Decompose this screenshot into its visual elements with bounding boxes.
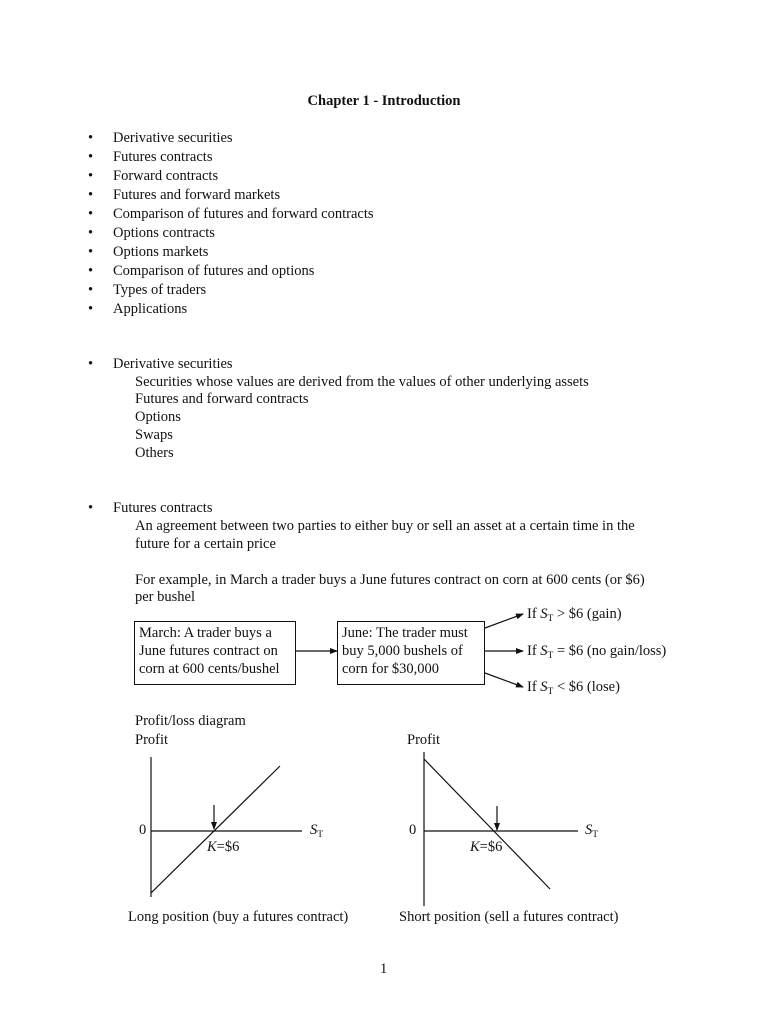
- diagram-heading: Profit/loss diagram: [135, 713, 246, 729]
- bullet: •: [88, 500, 94, 516]
- outcome-gain: If $S_T$ > $6 (gain): [527, 606, 622, 624]
- derivatives-line: Securities whose values are derived from the values of other underlying assets: [135, 374, 589, 390]
- bullet: •: [88, 206, 94, 222]
- section-heading-futures: Futures contracts: [113, 500, 213, 516]
- bullet: •: [88, 149, 94, 165]
- box-line: buy 5,000 bushels of: [342, 643, 463, 659]
- short-ylabel: Profit: [407, 732, 441, 748]
- bullet: •: [88, 187, 94, 203]
- box-line: June: The trader must: [342, 625, 468, 641]
- outline-item: Comparison of futures and forward contracts: [113, 206, 374, 222]
- box-line: June futures contract on: [139, 643, 278, 659]
- long-zero-label: 0: [139, 822, 147, 838]
- short-payoff-line: [424, 759, 550, 889]
- definition-line: An agreement between two parties to either buy or sell an asset at a certain time in the: [135, 518, 635, 534]
- flow-arrow-lose: [485, 673, 523, 687]
- outline-item: Derivative securities: [113, 130, 233, 146]
- outline-item: Futures and forward markets: [113, 187, 281, 203]
- outline-item: Options markets: [113, 244, 209, 260]
- outline-item: Futures contracts: [113, 149, 213, 165]
- outline-item: Options contracts: [113, 225, 215, 241]
- flow-arrow-gain: [485, 614, 523, 628]
- short-zero-label: 0: [409, 822, 417, 838]
- bullet: •: [88, 244, 94, 260]
- section-heading-derivatives: Derivative securities: [113, 356, 233, 372]
- box-line: corn at 600 cents/bushel: [139, 661, 280, 677]
- short-caption: Short position (sell a futures contract): [399, 909, 619, 925]
- long-payoff-line: [151, 766, 280, 893]
- example-line: per bushel: [135, 589, 195, 605]
- outcome-neutral: If $S_T$ = $6 (no gain/loss): [527, 643, 667, 661]
- outcome-lose: If $S_T$ < $6 (lose): [527, 679, 620, 697]
- outline-item: Types of traders: [113, 282, 207, 298]
- derivatives-line: Futures and forward contracts: [135, 391, 309, 407]
- derivatives-line: Swaps: [135, 427, 173, 443]
- outline-item: Forward contracts: [113, 168, 219, 184]
- long-ylabel: Profit: [135, 732, 169, 748]
- derivatives-line: Others: [135, 445, 174, 461]
- bullet: •: [88, 282, 94, 298]
- bullet: •: [88, 301, 94, 317]
- short-x-label: $S_T$: [585, 822, 599, 840]
- outline-item: Applications: [113, 301, 188, 317]
- bullet: •: [88, 225, 94, 241]
- bullet: •: [88, 263, 94, 279]
- definition-line: future for a certain price: [135, 536, 276, 552]
- bullet: •: [88, 130, 94, 146]
- page-title: Chapter 1 - Introduction: [307, 93, 461, 109]
- page-number: 1: [380, 961, 388, 977]
- box-line: corn for $30,000: [342, 661, 440, 677]
- example-line: For example, in March a trader buys a June futures contract on corn at 600 cents (or $6): [135, 572, 645, 588]
- long-x-label: $S_T$: [310, 822, 324, 840]
- outline-item: Comparison of futures and options: [113, 263, 315, 279]
- long-strike-label: K=$6: [207, 839, 240, 855]
- bullet: •: [88, 356, 94, 372]
- short-strike-label: K=$6: [470, 839, 503, 855]
- bullet: •: [88, 168, 94, 184]
- derivatives-line: Options: [135, 409, 181, 425]
- box-line: March: A trader buys a: [139, 625, 272, 641]
- long-caption: Long position (buy a futures contract): [128, 909, 349, 925]
